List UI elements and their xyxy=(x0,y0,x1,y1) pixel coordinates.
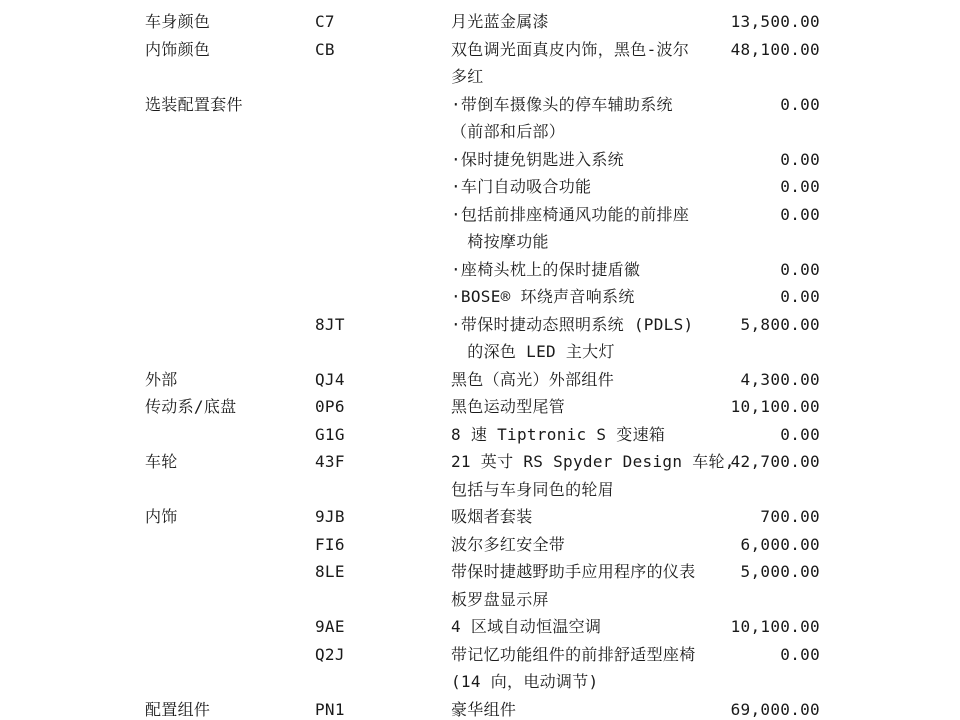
description-line: (14 向，电动调节) xyxy=(451,672,599,691)
price-cell: 0.00 xyxy=(780,644,820,664)
price-cell: 42,700.00 xyxy=(730,452,820,471)
option-code-cell: QJ4 xyxy=(315,369,345,389)
table-row xyxy=(145,311,820,366)
price-cell: 0.00 xyxy=(780,259,820,279)
description-line: ·带保时捷动态照明系统 (PDLS) xyxy=(451,314,694,334)
description-line: 包括与车身同色的轮眉 xyxy=(451,479,615,499)
description-line: 多红 xyxy=(451,67,484,86)
price-cell: 0.00 xyxy=(780,424,820,444)
option-code-cell: 9AE xyxy=(315,617,345,636)
price-cell: 0.00 xyxy=(780,177,820,196)
description-line: 黑色运动型尾管 xyxy=(451,397,566,416)
price-cell: 700.00 xyxy=(760,507,820,526)
description-cell xyxy=(451,173,711,201)
options-price-table xyxy=(145,8,820,720)
description-cell xyxy=(451,146,711,174)
description-line: ·座椅头枕上的保时捷盾徽 xyxy=(451,259,641,279)
price-cell: 48,100.00 xyxy=(730,39,820,59)
option-code-cell: 43F xyxy=(315,452,345,471)
description-line: 21 英寸 RS Spyder Design 车轮, xyxy=(451,452,735,471)
description-line: 波尔多红安全带 xyxy=(451,534,566,554)
description-cell xyxy=(451,366,711,394)
description-line: 板罗盘显示屏 xyxy=(451,589,549,609)
description-line: 4 区域自动恒温空调 xyxy=(451,617,602,636)
option-code-cell: G1G xyxy=(315,424,345,444)
table-row xyxy=(145,91,820,146)
description-line: 黑色（高光）外部组件 xyxy=(451,369,615,389)
description-line: ·车门自动吸合功能 xyxy=(451,177,592,196)
description-cell xyxy=(451,256,711,284)
table-row xyxy=(145,696,820,720)
table-row xyxy=(145,173,820,201)
option-code-cell: C7 xyxy=(315,12,335,31)
table-row xyxy=(145,283,820,311)
option-code-cell: 9JB xyxy=(315,507,345,526)
table-row xyxy=(145,146,820,174)
table-row xyxy=(145,613,820,641)
description-cell xyxy=(451,201,711,256)
description-cell xyxy=(451,36,711,91)
price-cell: 6,000.00 xyxy=(740,534,820,554)
option-code-cell: Q2J xyxy=(315,644,345,664)
description-line: 双色调光面真皮内饰，黑色-波尔 xyxy=(451,39,690,59)
option-code-cell: 0P6 xyxy=(315,397,345,416)
price-cell: 0.00 xyxy=(780,287,820,306)
description-cell xyxy=(451,531,711,559)
price-cell: 10,100.00 xyxy=(730,617,820,636)
description-line: （前部和后部） xyxy=(451,122,566,141)
table-row xyxy=(145,448,820,503)
price-cell: 4,300.00 xyxy=(740,369,820,389)
price-cell: 69,000.00 xyxy=(730,699,820,719)
table-row xyxy=(145,36,820,91)
table-row xyxy=(145,421,820,449)
description-cell xyxy=(451,613,711,641)
category-cell: 车身颜色 xyxy=(145,12,211,31)
category-cell: 配置组件 xyxy=(145,699,211,719)
description-line: ·包括前排座椅通风功能的前排座 xyxy=(451,204,690,224)
description-cell xyxy=(451,641,711,696)
option-code-cell: 8LE xyxy=(315,562,345,581)
table-row xyxy=(145,366,820,394)
option-code-cell: FI6 xyxy=(315,534,345,554)
category-cell: 内饰 xyxy=(145,507,178,526)
table-row xyxy=(145,393,820,421)
option-code-cell: PN1 xyxy=(315,699,345,719)
description-line: 豪华组件 xyxy=(451,699,517,719)
table-row xyxy=(145,558,820,613)
description-line: 带保时捷越野助手应用程序的仪表 xyxy=(451,562,696,581)
description-line: 的深色 LED 主大灯 xyxy=(451,342,615,361)
category-cell: 传动系/底盘 xyxy=(145,397,237,416)
description-cell xyxy=(451,421,711,449)
category-cell: 外部 xyxy=(145,369,178,389)
table-row xyxy=(145,201,820,256)
description-line: 椅按摩功能 xyxy=(451,232,549,251)
price-cell: 5,800.00 xyxy=(740,314,820,334)
description-line: ·BOSE® 环绕声音响系统 xyxy=(451,287,635,306)
price-cell: 10,100.00 xyxy=(730,397,820,416)
description-line: 月光蓝金属漆 xyxy=(451,12,549,31)
price-cell: 0.00 xyxy=(780,204,820,224)
category-cell: 内饰颜色 xyxy=(145,39,211,59)
table-row xyxy=(145,8,820,36)
description-line: ·带倒车摄像头的停车辅助系统 xyxy=(451,94,673,114)
description-line: 8 速 Tiptronic S 变速箱 xyxy=(451,424,666,444)
option-code-cell: CB xyxy=(315,39,335,59)
price-cell: 0.00 xyxy=(780,149,820,169)
description-line: 吸烟者套装 xyxy=(451,507,533,526)
description-cell xyxy=(451,8,711,36)
category-cell: 车轮 xyxy=(145,452,178,471)
price-cell: 13,500.00 xyxy=(730,12,820,31)
description-line: ·保时捷免钥匙进入系统 xyxy=(451,149,624,169)
description-cell xyxy=(451,311,711,366)
price-cell: 0.00 xyxy=(780,94,820,114)
description-cell xyxy=(451,696,711,720)
description-cell xyxy=(451,503,711,531)
table-row xyxy=(145,256,820,284)
description-cell xyxy=(451,393,711,421)
description-cell xyxy=(451,283,711,311)
description-line: 带记忆功能组件的前排舒适型座椅 xyxy=(451,644,696,664)
description-cell xyxy=(451,448,735,503)
table-row xyxy=(145,531,820,559)
price-cell: 5,000.00 xyxy=(740,562,820,581)
table-row xyxy=(145,503,820,531)
option-code-cell: 8JT xyxy=(315,314,345,334)
description-cell xyxy=(451,558,711,613)
table-row xyxy=(145,641,820,696)
description-cell xyxy=(451,91,711,146)
category-cell: 选装配置套件 xyxy=(145,94,243,114)
